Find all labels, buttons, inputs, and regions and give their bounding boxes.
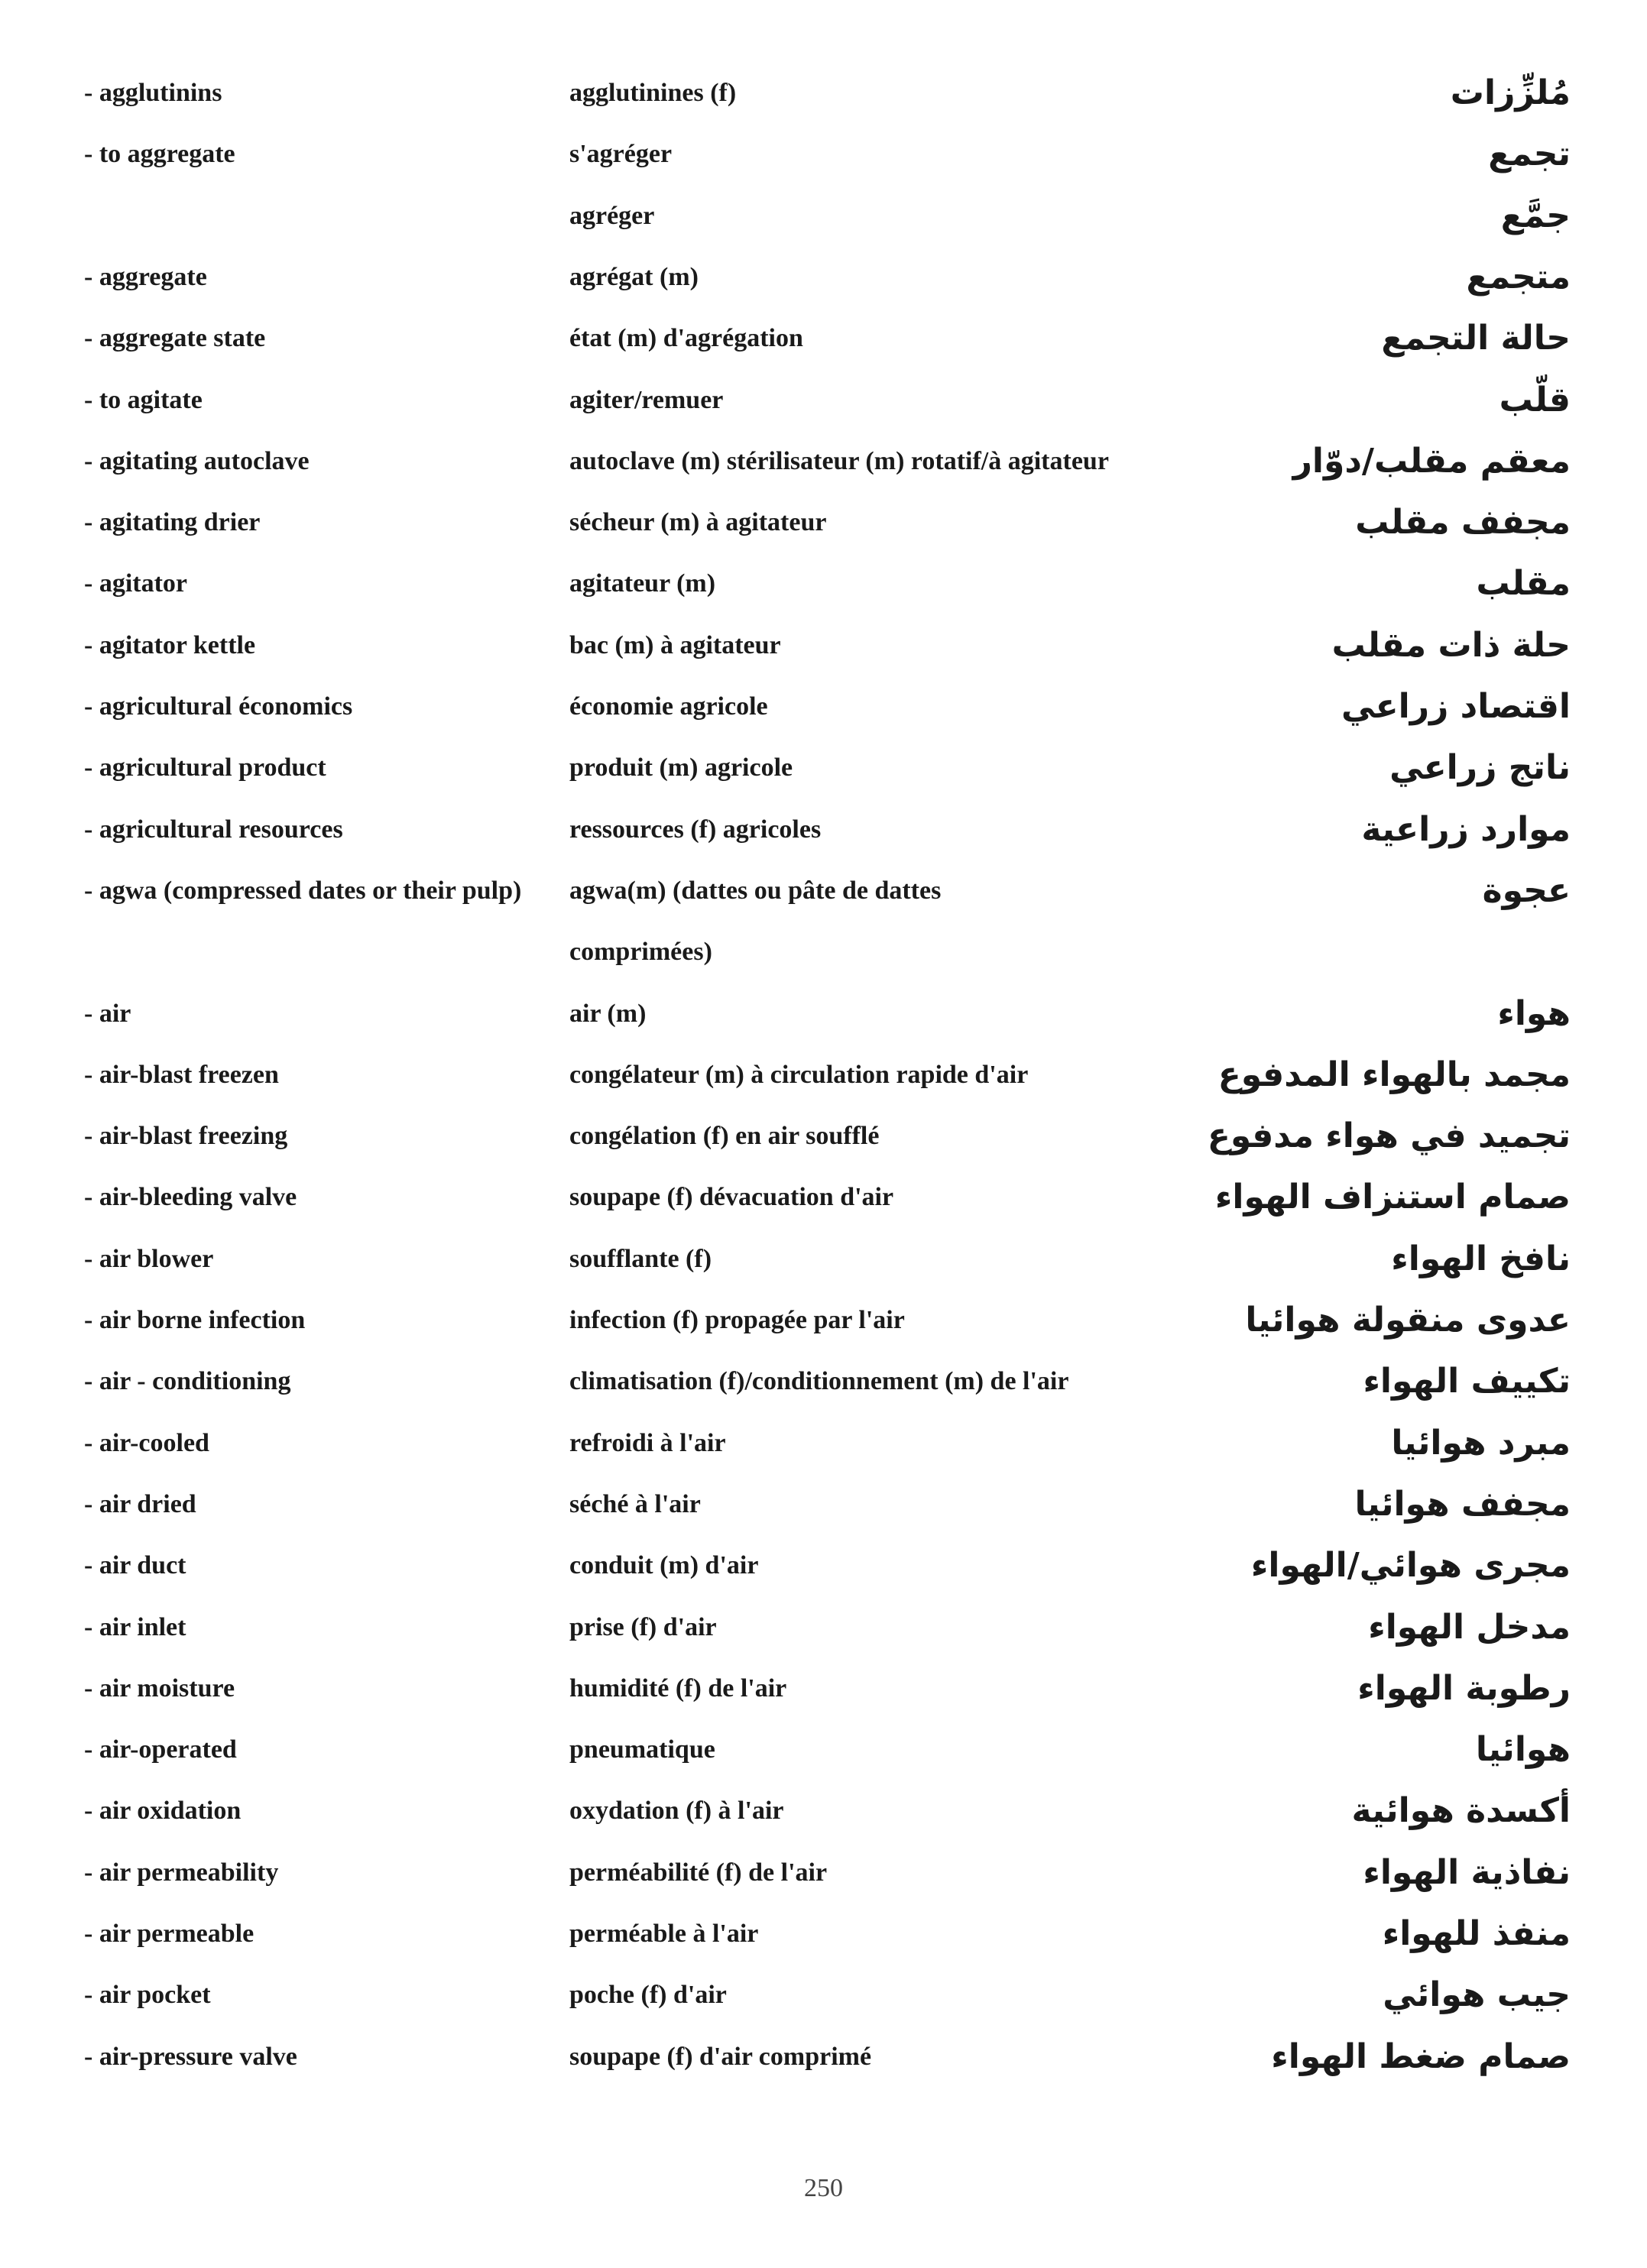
french-term: oxydation (f) à l'air bbox=[569, 1797, 784, 1826]
arabic-term: هوائيا bbox=[1475, 1730, 1571, 1770]
arabic-term: مقلب bbox=[1476, 564, 1571, 604]
arabic-term: مُلزِّزات bbox=[1450, 73, 1571, 112]
english-term: - air permeable bbox=[84, 1920, 255, 1948]
glossary-row bbox=[0, 308, 1647, 369]
glossary-row bbox=[0, 370, 1647, 431]
english-term: - agricultural économics bbox=[84, 692, 353, 721]
french-term: autoclave (m) stérilisateur (m) rotatif/à agitateur bbox=[569, 446, 1109, 475]
english-term: - to aggregate bbox=[84, 140, 235, 169]
glossary-row bbox=[0, 1904, 1647, 1965]
french-term: soupape (f) d'air comprimé bbox=[569, 2042, 872, 2071]
french-term: soufflante (f) bbox=[569, 1244, 712, 1273]
english-term: - agitating drier bbox=[84, 508, 261, 537]
english-term: - air bbox=[84, 999, 131, 1028]
french-term: ressources (f) agricoles bbox=[569, 815, 822, 844]
glossary-row bbox=[0, 431, 1647, 492]
arabic-term: مجفف مقلب bbox=[1355, 503, 1571, 543]
glossary-row bbox=[0, 1842, 1647, 1904]
glossary-row bbox=[0, 553, 1647, 614]
arabic-term: مدخل الهواء bbox=[1368, 1607, 1571, 1647]
glossary-row bbox=[0, 1229, 1647, 1290]
english-term: - agwa (compressed dates or their pulp) bbox=[84, 876, 522, 905]
english-term: - air-blast freezen bbox=[84, 1060, 279, 1089]
arabic-term: منفذ للهواء bbox=[1382, 1914, 1571, 1953]
glossary-row bbox=[0, 922, 1647, 983]
glossary-row bbox=[0, 186, 1647, 247]
english-term: - air-cooled bbox=[84, 1428, 209, 1457]
arabic-term: مجمد بالهواء المدفوع bbox=[1217, 1055, 1571, 1094]
arabic-term: قلّب bbox=[1499, 380, 1571, 420]
arabic-term: حالة التجمع bbox=[1381, 319, 1571, 358]
french-term: agwa(m) (dattes ou pâte de dattes bbox=[569, 876, 942, 905]
french-term: agitateur (m) bbox=[569, 569, 716, 598]
english-term: - agricultural product bbox=[84, 753, 326, 782]
french-term: climatisation (f)/conditionnement (m) de l'air bbox=[569, 1367, 1069, 1396]
glossary-row bbox=[0, 1413, 1647, 1474]
french-term: agiter/remuer bbox=[569, 385, 724, 414]
french-term: perméabilité (f) de l'air bbox=[569, 1858, 828, 1887]
french-term: produit (m) agricole bbox=[569, 753, 793, 782]
french-term: séché à l'air bbox=[569, 1489, 701, 1518]
glossary-row bbox=[0, 615, 1647, 676]
english-term: - agricultural resources bbox=[84, 815, 343, 844]
french-term: économie agricole bbox=[569, 692, 768, 721]
french-term: humidité (f) de l'air bbox=[569, 1673, 787, 1703]
english-term: - air - conditioning bbox=[84, 1367, 291, 1396]
arabic-term: تجمع bbox=[1488, 134, 1571, 174]
page-number: 250 bbox=[804, 2174, 843, 2202]
glossary-row bbox=[0, 63, 1647, 124]
glossary-row bbox=[0, 1351, 1647, 1412]
french-term: poche (f) d'air bbox=[569, 1981, 727, 2010]
english-term: - air borne infection bbox=[84, 1306, 306, 1334]
french-term: sécheur (m) à agitateur bbox=[569, 508, 827, 537]
arabic-term: أكسدة هوائية bbox=[1351, 1791, 1571, 1831]
glossary-row bbox=[0, 1780, 1647, 1842]
arabic-term: اقتصاد زراعي bbox=[1341, 687, 1571, 726]
french-term: refroidi à l'air bbox=[569, 1428, 726, 1457]
english-term: - air blower bbox=[84, 1244, 214, 1273]
french-term: pneumatique bbox=[569, 1735, 715, 1764]
english-term: - agitating autoclave bbox=[84, 446, 310, 475]
arabic-term: نفاذية الهواء bbox=[1363, 1852, 1571, 1892]
french-term: bac (m) à agitateur bbox=[569, 630, 781, 659]
arabic-term: تجميد في هواء مدفوع bbox=[1207, 1116, 1571, 1156]
french-term: congélation (f) en air soufflé bbox=[569, 1122, 880, 1151]
glossary-row bbox=[0, 124, 1647, 185]
arabic-term: ناتج زراعي bbox=[1389, 748, 1571, 788]
glossary-row bbox=[0, 247, 1647, 308]
glossary-row bbox=[0, 983, 1647, 1045]
english-term: - air permeability bbox=[84, 1858, 279, 1887]
french-term: agrégat (m) bbox=[569, 262, 699, 291]
glossary-row bbox=[0, 1597, 1647, 1658]
english-term: - air oxidation bbox=[84, 1797, 242, 1826]
glossary-row bbox=[0, 860, 1647, 922]
arabic-term: رطوبة الهواء bbox=[1357, 1668, 1571, 1708]
french-term: air (m) bbox=[569, 999, 647, 1028]
english-term: - air-blast freezing bbox=[84, 1122, 288, 1151]
glossary-row bbox=[0, 1106, 1647, 1167]
arabic-term: معقم مقلب/دوّار bbox=[1292, 441, 1571, 481]
glossary-row bbox=[0, 1658, 1647, 1719]
arabic-term: صمام ضغط الهواء bbox=[1271, 2036, 1571, 2076]
arabic-term: مجفف هوائيا bbox=[1354, 1484, 1571, 1524]
french-term: soupape (f) dévacuation d'air bbox=[569, 1183, 894, 1212]
english-term: - air-pressure valve bbox=[84, 2042, 297, 2071]
arabic-term: متجمع bbox=[1466, 257, 1571, 296]
arabic-term: هواء bbox=[1497, 993, 1571, 1033]
glossary-row bbox=[0, 799, 1647, 860]
english-term: - air dried bbox=[84, 1489, 196, 1518]
arabic-term: صمام استنزاف الهواء bbox=[1214, 1178, 1571, 1217]
english-term: - to agitate bbox=[84, 385, 203, 414]
glossary-row bbox=[0, 492, 1647, 553]
english-term: - air duct bbox=[84, 1551, 186, 1580]
glossary-row bbox=[0, 1965, 1647, 2026]
glossary-row bbox=[0, 1290, 1647, 1351]
arabic-term: عجوة bbox=[1482, 870, 1571, 910]
english-term: - air-bleeding valve bbox=[84, 1183, 297, 1212]
english-term: - air inlet bbox=[84, 1612, 186, 1641]
french-term: état (m) d'agrégation bbox=[569, 324, 803, 353]
arabic-term: جيب هوائي bbox=[1383, 1975, 1571, 2015]
arabic-term: حلة ذات مقلب bbox=[1331, 625, 1571, 665]
french-term: agréger bbox=[569, 201, 655, 230]
french-term: conduit (m) d'air bbox=[569, 1551, 759, 1580]
french-term: agglutinines (f) bbox=[569, 79, 737, 107]
english-term: - air pocket bbox=[84, 1981, 211, 2010]
arabic-term: مجرى هوائي/الهواء bbox=[1250, 1546, 1571, 1586]
glossary-row bbox=[0, 676, 1647, 737]
french-term: prise (f) d'air bbox=[569, 1612, 717, 1641]
glossary-row bbox=[0, 1719, 1647, 1780]
english-term: - agitator bbox=[84, 569, 188, 598]
french-term: perméable à l'air bbox=[569, 1920, 759, 1948]
french-term: infection (f) propagée par l'air bbox=[569, 1306, 905, 1334]
english-term: - agglutinins bbox=[84, 79, 222, 107]
glossary-row bbox=[0, 2027, 1647, 2088]
arabic-term: جمَّع bbox=[1500, 196, 1571, 235]
glossary-row bbox=[0, 1045, 1647, 1106]
glossary-row bbox=[0, 737, 1647, 799]
french-term: s'agréger bbox=[569, 140, 673, 169]
english-term: - agitator kettle bbox=[84, 630, 256, 659]
glossary-row bbox=[0, 1474, 1647, 1535]
arabic-term: عدوى منقولة هوائيا bbox=[1245, 1301, 1571, 1340]
arabic-term: موارد زراعية bbox=[1361, 809, 1571, 849]
arabic-term: نافخ الهواء bbox=[1391, 1239, 1571, 1278]
english-term: - aggregate state bbox=[84, 324, 266, 353]
arabic-term: تكييف الهواء bbox=[1363, 1362, 1571, 1401]
glossary-row bbox=[0, 1535, 1647, 1596]
french-term: congélateur (m) à circulation rapide d'air bbox=[569, 1060, 1029, 1089]
english-term: - air moisture bbox=[84, 1673, 235, 1703]
arabic-term: مبرد هوائيا bbox=[1391, 1423, 1571, 1463]
english-term: - aggregate bbox=[84, 262, 207, 291]
french-term: comprimées) bbox=[569, 938, 712, 967]
glossary-row bbox=[0, 1167, 1647, 1228]
english-term: - air-operated bbox=[84, 1735, 237, 1764]
